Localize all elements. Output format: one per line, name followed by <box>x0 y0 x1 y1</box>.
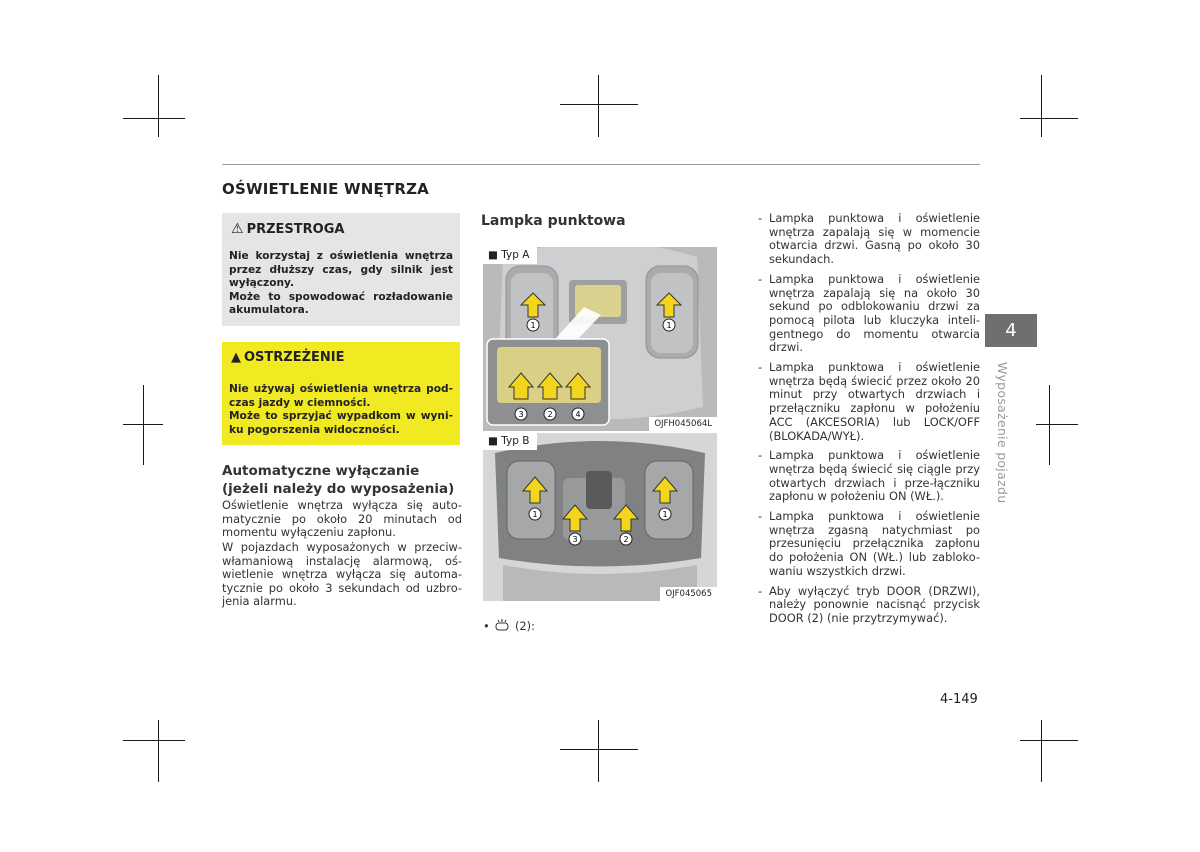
callout-number: 1 <box>666 321 672 330</box>
auto-off-paragraph: Oświetlenie wnętrza wyłącza się auto-matycznie po około 20 minutach od momentu wyłączeniu zapłonu. <box>222 498 462 539</box>
door-bullet-text: (2): <box>514 619 535 633</box>
list-item: - Lampka punktowa i oświetlenie wnętrza będą świecić się ciągle przy otwartych drzwiach i prze-łączniku zapłonu w położeniu ON (WŁ.). <box>758 448 980 504</box>
caution-line: akumulatora. <box>229 304 309 317</box>
callout-number: 2 <box>547 410 553 419</box>
callout-number: 3 <box>518 410 524 419</box>
map-lamp-title: Lampka punktowa <box>481 213 626 229</box>
crop-mark <box>1041 720 1042 782</box>
caution-outline-triangle-icon: ⚠ <box>231 221 244 237</box>
callout-number: 2 <box>623 535 629 544</box>
caution-header <box>231 221 344 237</box>
auto-off-heading-line: Automatyczne wyłączanie <box>222 463 420 479</box>
auto-off-paragraph: W pojazdach wyposażonych w przeciw-włamaniową instalację alarmową, oś-wietlenie wnętrza wyłącza się automa-tycznie po około 3 sekundach od uzbro-jenia alarmu. <box>222 540 462 608</box>
warning-title: OSTRZEŻENIE <box>244 350 345 365</box>
crop-mark <box>123 424 163 425</box>
list-item-text: Lampka punktowa i oświetlenie wnętrza będą świecić przez około 20 minut przy otwartych drzwiach i przełączniku zapłonu w położeniu ACC (AKCESORIA) lub LOCK/OFF (BLOKADA/WYŁ). <box>769 360 980 443</box>
callout-number: 1 <box>532 510 538 519</box>
caution-line: przez dłuższy czas, gdy silnik jest <box>229 263 453 276</box>
auto-off-heading <box>222 462 462 498</box>
callout-number: 3 <box>572 535 578 544</box>
list-item: - Aby wyłączyć tryb DOOR (DRZWI), należy ponownie nacisnąć przycisk DOOR (2) (nie przytrzymywać). <box>758 583 980 625</box>
list-item-text: Lampka punktowa i oświetlenie wnętrza będą świecić się ciągle przy otwartych drzwiach i prze-łączniku zapłonu w położeniu ON (WŁ.). <box>769 448 980 504</box>
list-item-text: Aby wyłączyć tryb DOOR (DRZWI), należy ponownie nacisnąć przycisk DOOR (2) (nie przytrzymywać). <box>769 583 980 625</box>
list-item-text: Lampka punktowa i oświetlenie wnętrza zapalają się w momencie otwarcia drzwi. Gasną po około 30 sekundach. <box>769 211 980 267</box>
crop-mark <box>158 720 159 782</box>
figure-label: ■ Typ B <box>483 433 537 450</box>
crop-mark <box>598 720 599 782</box>
crop-mark <box>158 75 159 137</box>
list-item: - Lampka punktowa i oświetlenie wnętrza będą świecić przez około 20 minut przy otwartych drzwiach i przełączniku zapłonu w położeniu ACC (AKCESORIA) lub LOCK/OFF (BLOKADA/WYŁ). <box>758 360 980 443</box>
crop-mark <box>1020 740 1078 741</box>
caution-box <box>222 213 460 326</box>
caution-line: wyłączony. <box>229 277 294 290</box>
chapter-tab: 4 <box>985 314 1037 347</box>
crop-mark <box>560 104 638 105</box>
figure-label-text: Typ A <box>501 249 530 261</box>
figure-code: OJF045065 <box>660 587 717 601</box>
figure-type-b-illustration <box>483 433 717 601</box>
crop-mark <box>560 749 638 750</box>
warning-filled-triangle-icon: ▲ <box>231 350 241 365</box>
crop-mark <box>1020 118 1078 119</box>
crop-mark <box>1036 424 1078 425</box>
list-item: - Lampka punktowa i oświetlenie wnętrza zgasną natychmiast po przesunięciu przełącznika zapłonu do położenia ON (WŁ.) lub zabloko-waniu wszystkich drzwi. <box>758 509 980 578</box>
door-lamp-icon <box>495 619 509 631</box>
callout-number: 1 <box>662 510 668 519</box>
crop-mark <box>1041 75 1042 137</box>
chapter-title: Wyposażenie pojazdu <box>995 362 1010 504</box>
bullet-dot: • <box>483 619 490 633</box>
caution-title: PRZESTROGA <box>246 222 345 237</box>
crop-mark <box>598 75 599 137</box>
caution-text <box>229 250 453 318</box>
page-number: 4-149 <box>940 692 978 707</box>
auto-off-heading-line: (jeżeli należy do wyposażenia) <box>222 481 455 497</box>
crop-mark <box>1049 385 1050 465</box>
section-title: OŚWIETLENIE WNĘTRZA <box>222 180 429 198</box>
figure-type-a <box>483 247 717 431</box>
list-item-text: Lampka punktowa i oświetlenie wnętrza zgasną natychmiast po przesunięciu przełącznika zapłonu do położenia ON (WŁ.) lub zabloko-waniu wszystkich drzwi. <box>769 509 980 578</box>
figure-label-text: Typ B <box>501 435 530 447</box>
caution-line: Nie korzystaj z oświetlenia wnętrza <box>229 250 453 262</box>
crop-mark <box>123 740 185 741</box>
warning-line: Może to sprzyjać wypadkom w wyni- <box>229 410 453 423</box>
warning-line: czas jazdy w ciemności. <box>229 396 371 409</box>
warning-box <box>222 342 460 445</box>
caution-line: Może to spowodować rozładowanie <box>229 290 453 303</box>
callout-number: 1 <box>530 321 536 330</box>
list-item-text: Lampka punktowa i oświetlenie wnętrza zapalają się na około 30 sekund po odblokowaniu drzwi za pomocą pilota lub kluczyka inteli-gentnego do momentu otwarcia drzwi. <box>769 271 980 355</box>
header-rule <box>222 164 980 165</box>
list-item: - Lampka punktowa i oświetlenie wnętrza zapalają się na około 30 sekund po odblokowaniu drzwi za pomocą pilota lub kluczyka inteli-gentnego do momentu otwarcia drzwi. <box>758 271 980 355</box>
callout-number: 4 <box>575 410 581 419</box>
list-item: - Lampka punktowa i oświetlenie wnętrza zapalają się w momencie otwarcia drzwi. Gasną po około 30 sekundach. <box>758 211 980 267</box>
crop-mark <box>123 118 185 119</box>
figure-label: ■ Typ A <box>483 247 537 264</box>
figure-type-a-illustration <box>483 247 717 431</box>
warning-line: ku pogorszenia widoczności. <box>229 423 400 436</box>
crop-mark <box>143 385 144 465</box>
warning-line: Nie używaj oświetlenia wnętrza pod- <box>229 383 453 395</box>
door-mode-list <box>758 212 980 632</box>
figure-code: OJFH045064L <box>649 417 717 431</box>
figure-type-b <box>483 433 717 601</box>
door-bullet <box>483 619 535 633</box>
warning-header <box>231 350 345 365</box>
warning-text <box>229 383 453 437</box>
